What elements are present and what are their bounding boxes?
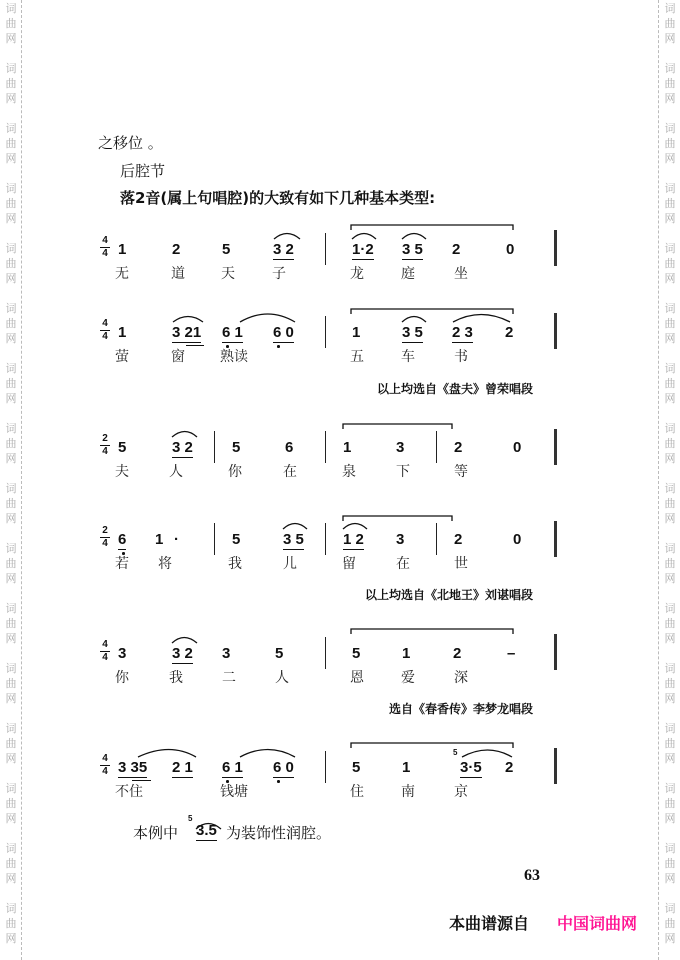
watermark: 词 曲 网 bbox=[664, 302, 676, 345]
note: 1 bbox=[155, 531, 164, 548]
lyric: 钱塘 bbox=[220, 784, 248, 800]
note: 0 bbox=[513, 531, 522, 548]
note: 5 bbox=[222, 241, 231, 258]
watermark: 词 曲 网 bbox=[664, 482, 676, 525]
source-attribution: 以上均选自《盘夫》曾荣唱段 bbox=[376, 382, 533, 396]
lyric: 爱 bbox=[401, 670, 415, 686]
lyric: 在 bbox=[283, 464, 297, 480]
time-signature: 4 4 bbox=[100, 319, 110, 342]
lyric: 我 bbox=[169, 670, 183, 686]
watermark: 词 曲 网 bbox=[5, 242, 17, 285]
lyric: 五 bbox=[350, 349, 364, 365]
lyric: 等 bbox=[454, 464, 468, 480]
note: 3 2 bbox=[172, 645, 193, 662]
grace-note: 5 bbox=[188, 814, 193, 823]
watermark: 词 曲 网 bbox=[664, 842, 676, 885]
note: 1 2 bbox=[343, 531, 364, 548]
slur bbox=[274, 234, 300, 240]
note: 1 bbox=[402, 759, 411, 776]
lyric: 世 bbox=[454, 556, 468, 572]
lyric: 车 bbox=[401, 349, 415, 365]
watermark: 词 曲 网 bbox=[5, 722, 17, 765]
sustain-dash: – bbox=[507, 645, 516, 662]
watermark: 词 曲 网 bbox=[664, 362, 676, 405]
watermark: 词 曲 网 bbox=[664, 542, 676, 585]
section-heading: 后腔节 bbox=[120, 162, 166, 180]
note: 2 bbox=[454, 439, 463, 456]
slur bbox=[283, 524, 307, 530]
lyric: 你 bbox=[115, 670, 129, 686]
lyric: 子 bbox=[272, 266, 286, 282]
lyric: 夫 bbox=[115, 464, 129, 480]
note: 1 bbox=[343, 439, 352, 456]
note: 6 1 bbox=[222, 324, 243, 341]
time-signature: 4 4 bbox=[100, 640, 110, 663]
example-notes: 3.5 bbox=[196, 822, 217, 839]
lyric: 若 bbox=[115, 556, 129, 572]
note: 5 bbox=[352, 645, 361, 662]
lyric: 庭 bbox=[401, 266, 415, 282]
note: 5 bbox=[352, 759, 361, 776]
watermark: 词 曲 网 bbox=[664, 662, 676, 705]
lyric: 将 bbox=[158, 556, 172, 572]
note: 2 bbox=[172, 241, 181, 258]
bracket bbox=[351, 225, 513, 230]
watermark: 词 曲 网 bbox=[5, 182, 17, 225]
augmentation-dot: · bbox=[174, 531, 179, 548]
watermark: 词 曲 网 bbox=[5, 62, 17, 105]
watermark: 词 曲 网 bbox=[5, 2, 17, 45]
watermark: 词 曲 网 bbox=[664, 62, 676, 105]
note: 2 bbox=[505, 324, 514, 341]
note: 5 bbox=[232, 439, 241, 456]
watermark: 词 曲 网 bbox=[5, 122, 17, 165]
note: 0 bbox=[513, 439, 522, 456]
source-attribution: 选自《春香传》李梦龙唱段 bbox=[388, 702, 533, 716]
lyric: 无 bbox=[115, 266, 129, 282]
note: 3 bbox=[396, 531, 405, 548]
note: 3 35 bbox=[118, 759, 148, 776]
watermark: 词 曲 网 bbox=[664, 122, 676, 165]
lyric: 儿 bbox=[283, 556, 297, 572]
note: 3 5 bbox=[283, 531, 304, 548]
lyric: 萤 bbox=[115, 349, 129, 365]
note: 2 bbox=[505, 759, 514, 776]
watermark: 词 曲 网 bbox=[664, 2, 676, 45]
lyric: 龙 bbox=[350, 266, 364, 282]
note: 3 2 bbox=[273, 241, 294, 258]
note: 1·2 bbox=[352, 241, 374, 258]
slur bbox=[402, 234, 426, 240]
slur bbox=[172, 432, 197, 438]
note: 6 1 bbox=[222, 759, 243, 776]
lyric: 天 bbox=[221, 266, 235, 282]
note: 2 bbox=[454, 531, 463, 548]
lyric: 书 bbox=[454, 349, 468, 365]
bracket bbox=[351, 743, 513, 748]
lyric: 南 bbox=[401, 784, 415, 800]
lyric: 窗 bbox=[171, 349, 185, 365]
lyric: 恩 bbox=[350, 670, 364, 686]
watermark: 词 曲 网 bbox=[5, 482, 17, 525]
explanation-after: 为装饰性润腔。 bbox=[226, 824, 332, 842]
note: 3 bbox=[222, 645, 231, 662]
lyric: 二 bbox=[222, 670, 236, 686]
watermark: 词 曲 网 bbox=[664, 422, 676, 465]
slur bbox=[138, 750, 196, 758]
bracket bbox=[351, 309, 513, 314]
slur bbox=[172, 638, 197, 644]
lyric: 下 bbox=[396, 464, 410, 480]
watermark: 词 曲 网 bbox=[5, 302, 17, 345]
page-number: 63 bbox=[524, 867, 540, 884]
lyric: 道 bbox=[171, 266, 185, 282]
slur bbox=[462, 750, 512, 757]
explanation-before: 本例中 bbox=[133, 824, 179, 842]
watermark: 词 曲 网 bbox=[664, 722, 676, 765]
lyric: 泉 bbox=[342, 464, 356, 480]
lyric: 深 bbox=[454, 670, 468, 686]
slur bbox=[173, 317, 203, 323]
watermark: 词 曲 网 bbox=[5, 602, 17, 645]
note: 2 1 bbox=[172, 759, 193, 776]
watermark: 词 曲 网 bbox=[5, 842, 17, 885]
bracket bbox=[343, 516, 452, 521]
watermark: 词 曲 网 bbox=[5, 782, 17, 825]
watermark: 词 曲 网 bbox=[5, 422, 17, 465]
lyric: 人 bbox=[169, 464, 183, 480]
watermark: 词 曲 网 bbox=[5, 662, 17, 705]
source-attribution: 以上均选自《北地王》刘谌唱段 bbox=[364, 588, 533, 602]
lyric: 熟读 bbox=[220, 349, 248, 365]
footer-label: 本曲谱源自 bbox=[449, 914, 530, 933]
lyric: 在 bbox=[396, 556, 410, 572]
slur bbox=[343, 524, 367, 530]
note: 2 bbox=[452, 241, 461, 258]
watermark: 词 曲 网 bbox=[664, 902, 676, 945]
watermark: 词 曲 网 bbox=[664, 182, 676, 225]
slur bbox=[453, 315, 510, 323]
watermark: 词 曲 网 bbox=[664, 242, 676, 285]
watermark: 词 曲 网 bbox=[664, 782, 676, 825]
note: 2 bbox=[453, 645, 462, 662]
lyric: 人 bbox=[275, 670, 289, 686]
bracket bbox=[351, 629, 513, 634]
note: 3 2 bbox=[172, 439, 193, 456]
note: 5 bbox=[118, 439, 127, 456]
note: 1 bbox=[402, 645, 411, 662]
note: 2 3 bbox=[452, 324, 473, 341]
note: 3 21 bbox=[172, 324, 202, 341]
note: 3·5 bbox=[460, 759, 482, 776]
time-signature: 4 4 bbox=[100, 236, 110, 259]
note: 3 bbox=[396, 439, 405, 456]
lyric: 坐 bbox=[454, 266, 468, 282]
note: 6 bbox=[118, 531, 127, 548]
lyric: 留 bbox=[342, 556, 356, 572]
note: 3 5 bbox=[402, 324, 423, 341]
note: 1 bbox=[118, 241, 127, 258]
slur bbox=[240, 314, 295, 322]
slur bbox=[240, 750, 295, 758]
time-signature: 2 4 bbox=[100, 526, 110, 549]
note: 5 bbox=[275, 645, 284, 662]
intro-description: 落2音(属上句唱腔)的大致有如下几种基本类型: bbox=[120, 189, 436, 207]
note: 0 bbox=[506, 241, 515, 258]
slur bbox=[352, 234, 376, 240]
grace-note: 5 bbox=[453, 748, 458, 757]
watermark: 词 曲 网 bbox=[5, 902, 17, 945]
note: 3 5 bbox=[402, 241, 423, 258]
note: 3 bbox=[118, 645, 127, 662]
watermark: 词 曲 网 bbox=[5, 362, 17, 405]
note: 6 bbox=[285, 439, 294, 456]
bracket bbox=[343, 424, 452, 429]
note: 1 bbox=[352, 324, 361, 341]
lyric: 我 bbox=[228, 556, 242, 572]
watermark: 词 曲 网 bbox=[5, 542, 17, 585]
lyric: 你 bbox=[228, 464, 242, 480]
footer-site-link[interactable]: 中国词曲网 bbox=[557, 914, 638, 933]
note: 5 bbox=[232, 531, 241, 548]
lyric: 不住 bbox=[115, 784, 143, 800]
slur bbox=[402, 317, 426, 323]
time-signature: 4 4 bbox=[100, 754, 110, 777]
time-signature: 2 4 bbox=[100, 434, 110, 457]
note: 6 0 bbox=[273, 324, 294, 341]
intro-line: 之移位 。 bbox=[98, 134, 163, 152]
note: 6 0 bbox=[273, 759, 294, 776]
lyric: 住 bbox=[350, 784, 364, 800]
watermark: 词 曲 网 bbox=[664, 602, 676, 645]
lyric: 京 bbox=[454, 784, 468, 800]
note: 1 bbox=[118, 324, 127, 341]
